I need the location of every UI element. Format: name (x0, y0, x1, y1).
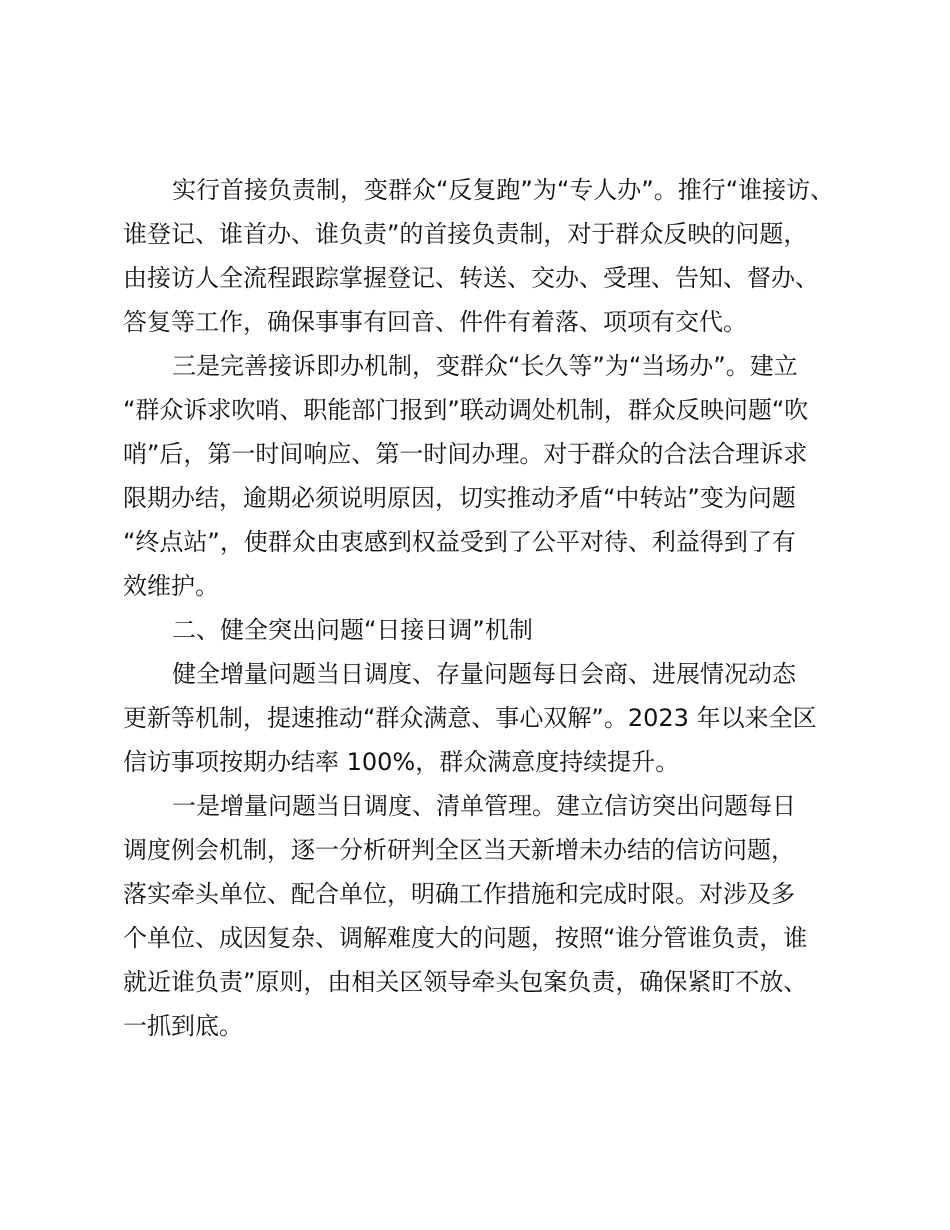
paragraph-daily-dispatch (123, 784, 843, 1048)
text-line: 实行首接负责制，变群众“反复跑”为“专人办”。推行“谁接访、 (172, 176, 835, 204)
paragraph-mechanism-overview (123, 652, 843, 784)
text-line: “群众诉求吹哨、职能部门报到”联动调处机制，群众反映问题“吹 (123, 396, 809, 424)
text-line: 一抓到底。 (123, 1012, 243, 1040)
text-line: “终点站”，使群众由衷感到权益受到了公平对待、利益得到了有 (123, 528, 796, 556)
text-line: 三是完善接诉即办机制，变群众“长久等”为“当场办”。建立 (172, 352, 798, 380)
text-line: 一是增量问题当日调度、清单管理。建立信访突出问题每日 (172, 792, 796, 820)
section-heading-text: 二、健全突出问题“日接日调”机制 (172, 616, 533, 644)
text-line: 调度例会机制，逐一分析研判全区当天新增未办结的信访问题， (123, 836, 795, 864)
text-line: 限期办结，逾期必须说明原因，切实推动矛盾“中转站”变为问题 (123, 484, 796, 512)
text-line: 答复等工作，确保事事有回音、件件有着落、项项有交代。 (123, 308, 747, 336)
text-line: 谁登记、谁首办、谁负责”的首接负责制，对于群众反映的问题， (123, 220, 808, 248)
text-line: 落实牵头单位、配合单位，明确工作措施和完成时限。对涉及多 (123, 880, 795, 908)
paragraph-immediate-handling (123, 344, 843, 608)
text-line: 由接访人全流程跟踪掌握登记、转送、交办、受理、告知、督办、 (123, 264, 819, 292)
text-line: 健全增量问题当日调度、存量问题每日会商、进展情况动态 (172, 660, 796, 688)
document-body (123, 168, 843, 1048)
text-line: 哨”后，第一时间响应、第一时间办理。对于群众的合法合理诉求 (123, 440, 808, 468)
paragraph-first-contact-responsibility (123, 168, 843, 344)
text-line: 更新等机制，提速推动“群众满意、事心双解”。2023 年以来全区 (123, 704, 817, 732)
section-heading (123, 608, 843, 652)
text-line: 效维护。 (123, 572, 219, 600)
text-line: 信访事项按期办结率 100%，群众满意度持续提升。 (123, 748, 680, 776)
text-line: 个单位、成因复杂、调解难度大的问题，按照“谁分管谁负责，谁 (123, 924, 808, 952)
text-line: 就近谁负责”原则，由相关区领导牵头包案负责，确保紧盯不放、 (123, 968, 808, 996)
